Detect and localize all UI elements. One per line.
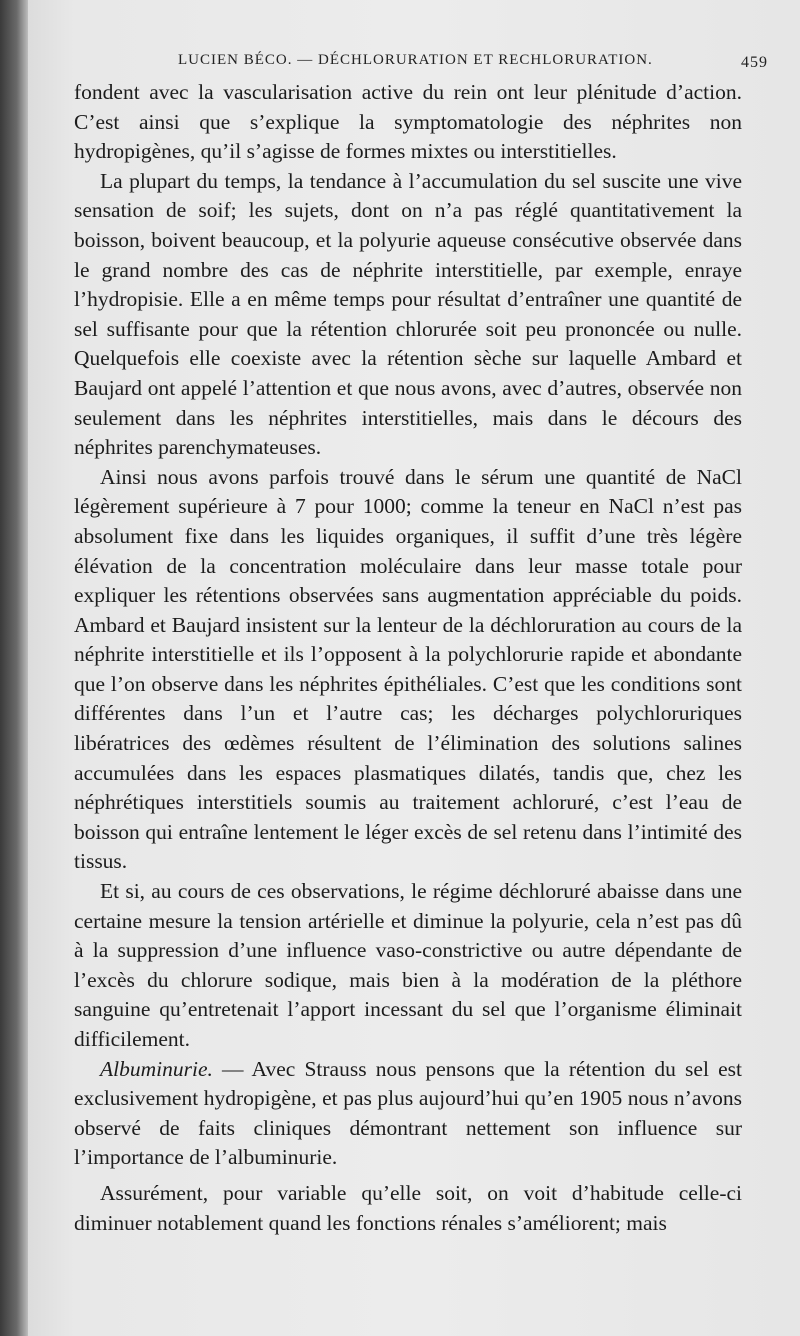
paragraph: Et si, au cours de ces observations, le régime déchloruré abaisse dans une certaine mesure la tension artérielle et diminue la polyurie, cela n’est pas dû à la suppression d’une influence vaso-constrictive ou autre dépendante de l’excès du chlorure sodique, mais bien à la modération de la pléthore sanguine qu’entretenait l’apport incessant du sel que l’organisme éliminait difficilement. <box>74 879 742 1051</box>
paragraph: Assurément, pour variable qu’elle soit, on voit d’habitude celle-ci diminuer notablement quand les fonctions rénales s’améliorent; mais <box>74 1180 742 1235</box>
running-title: LUCIEN BÉCO. — DÉCHLORURATION ET RECHLORURATION. <box>178 52 653 68</box>
paragraph-text: — Avec Strauss nous pensons que la rétention du sel est exclusivement hydropigène, et pas plus aujourd’hui qu’en 1905 nous n’avons observé de faits cliniques démontrant nettement son influence sur l’importance de l’albuminurie. <box>74 1056 742 1170</box>
paragraph-continuation: fondent avec la vascularisation active du rein ont leur plénitude d’action. C’est ainsi que s’explique la symptomatologie des néphrites non hydropigènes, qu’il s’agisse de formes mixtes ou interstitielles. <box>74 80 742 164</box>
paragraph: Ainsi nous avons parfois trouvé dans le sérum une quantité de NaCl légèrement supérieure à 7 pour 1000; comme la teneur en NaCl n’est pas absolument fixe dans les liquides organiques, il suffit d’une très légère élévation de la concentration moléculaire dans leur masse totale pour expliquer les rétentions observées sans augmentation appréciable du poids. Ambard et Baujard insistent sur la lenteur de la déchloruration au cours de la néphrite interstitielle et ils l’opposent à la polychlorurie rapide et abondante que l’on observe dans les néphrites épithéliales. C’est que les conditions sont différentes dans l’un et l’autre cas; les décharges polychloruriques libératrices des œdèmes résultent de l’élimination des solutions salines accumulées dans les espaces plasmatiques dilatés, tandis que, chez les néphrétiques interstitiels soumis au traitement achloruré, c’est l’eau de boisson qui entraîne lentement le léger excès de sel retenu dans l’intimité des tissus. <box>74 464 742 874</box>
page-number: 459 <box>741 54 768 71</box>
paragraph: La plupart du temps, la tendance à l’accumulation du sel suscite une vive sensation de soif; les sujets, dont on n’a pas réglé quantitativement la boisson, boivent beaucoup, et la polyurie aqueuse consécutive observée dans le grand nombre des cas de néphrite interstitielle, par exemple, enraye l’hydropisie. Elle a en même temps pour résultat d’entraîner une quantité de sel suffisante pour que la rétention chlorurée soit peu prononcée ou nulle. Quelquefois elle coexiste avec la rétention sèche sur laquelle Ambard et Baujard ont appelé l’attention et que nous avons, avec d’autres, observée non seulement dans les néphrites interstitielles, mais dans le décours des néphrites parenchymateuses. <box>74 168 742 460</box>
body-text <box>74 78 742 1238</box>
book-spine-shadow <box>0 0 28 1336</box>
book-page <box>28 0 800 1336</box>
section-lead-italic: Albuminurie. <box>100 1056 213 1081</box>
paragraph-albuminurie <box>74 1055 742 1173</box>
